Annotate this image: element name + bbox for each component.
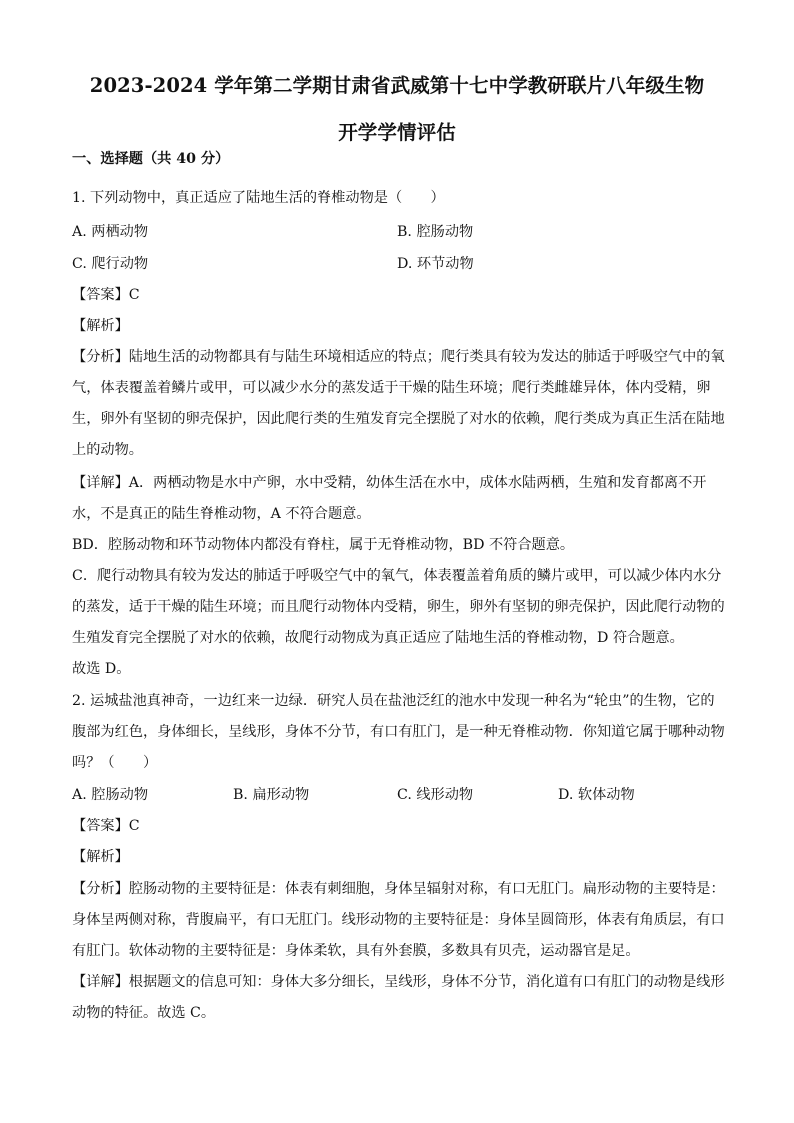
q1-xiangjie-line: BD．腔肠动物和环节动物体内都没有脊柱，属于无脊椎动物，BD 不符合题意。 bbox=[72, 537, 575, 553]
q1-xiangjie-line: C．爬行动物具有较为发达的肺适于呼吸空气中的氧气，体表覆盖着角质的鳞片或甲，可以减少体内水分 bbox=[72, 568, 722, 584]
q2-stem-line: 吗？（ ） bbox=[72, 755, 158, 771]
q2-analysis-label: 【解析】 bbox=[72, 849, 129, 865]
q2-option-b: B. 扁形动物 bbox=[233, 787, 310, 803]
q2-stem-line: 2. 运城盐池真神奇，一边红来一边绿．研究人员在盐池泛红的池水中发现一种名为“轮虫”的生物，它的 bbox=[72, 693, 715, 709]
q1-analysis-label: 【解析】 bbox=[72, 318, 129, 334]
q1-stem: 1. 下列动物中，真正适应了陆地生活的脊椎动物是（ ） bbox=[72, 190, 445, 206]
q1-fenxi-line: 气，体表覆盖着鳞片或甲，可以减少水分的蒸发适于干燥的陆生环境；爬行类雌雄异体，体内受精，卵 bbox=[72, 380, 711, 396]
q2-fenxi-line: 【分析】腔肠动物的主要特征是：体表有刺细胞，身体呈辐射对称，有口无肛门。扁形动物的主要特是： bbox=[72, 881, 725, 897]
q1-fenxi-line: 生，卵外有坚韧的卵壳保护，因此爬行类的生殖发育完全摆脱了对水的依赖，爬行类成为真正生活在陆地 bbox=[72, 411, 725, 427]
q1-xiangjie-line: 【详解】A．两栖动物是水中产卵，水中受精，幼体生活在水中，成体水陆两栖，生殖和发育都离不开 bbox=[72, 475, 707, 491]
q2-option-a: A. 腔肠动物 bbox=[72, 787, 149, 803]
title-line-1: 2023-2024 学年第二学期甘肃省武威第十七中学教研联片八年级生物 bbox=[89, 74, 705, 97]
q1-fenxi-line: 上的动物。 bbox=[72, 442, 143, 458]
q2-fenxi-line: 有肛门。软体动物的主要特征是：身体柔软，具有外套膜，多数具有贝壳，运动器官是足。 bbox=[72, 943, 640, 959]
q1-option-c: C. 爬行动物 bbox=[72, 256, 149, 272]
q1-option-d: D. 环节动物 bbox=[397, 256, 474, 272]
q1-option-b: B. 腔肠动物 bbox=[397, 224, 474, 240]
q1-fenxi-line: 【分析】陆地生活的动物都具有与陆生环境相适应的特点；爬行类具有较为发达的肺适于呼吸空气中的氧 bbox=[72, 349, 725, 365]
q1-xiangjie-line: 故选 D。 bbox=[72, 661, 131, 677]
q1-xiangjie-line: 生殖发育完全摆脱了对水的依赖，故爬行动物成为真正适应了陆地生活的脊椎动物，D 符合题意。 bbox=[72, 630, 684, 646]
q1-xiangjie-line: 水，不是真正的陆生脊椎动物，A 不符合题意。 bbox=[72, 506, 371, 522]
q1-answer: 【答案】C bbox=[72, 287, 140, 303]
q1-xiangjie-line: 的蒸发，适于干燥的陆生环境；而且爬行动物体内受精，卵生，卵外有坚韧的卵壳保护，因此爬行动物的 bbox=[72, 599, 725, 615]
q2-option-d: D. 软体动物 bbox=[558, 787, 635, 803]
q2-fenxi-line: 身体呈两侧对称，背腹扁平，有口无肛门。线形动物的主要特征是：身体呈圆筒形，体表有角质层，有口 bbox=[72, 912, 725, 928]
title-line-2: 开学学情评估 bbox=[338, 121, 456, 144]
q2-answer: 【答案】C bbox=[72, 818, 140, 834]
q2-option-c: C. 线形动物 bbox=[397, 787, 474, 803]
q2-stem-line: 腹部为红色，身体细长，呈线形，身体不分节，有口有肛门，是一种无脊椎动物．你知道它属于哪种动物 bbox=[72, 724, 725, 740]
section-heading: 一、选择题（共 40 分） bbox=[72, 151, 230, 167]
q1-option-a: A. 两栖动物 bbox=[72, 224, 149, 240]
q2-xiangjie-line: 动物的特征。故选 C。 bbox=[72, 1005, 216, 1021]
q2-xiangjie-line: 【详解】根据题文的信息可知：身体大多分细长，呈线形，身体不分节，消化道有口有肛门的动物是线形 bbox=[72, 974, 725, 990]
